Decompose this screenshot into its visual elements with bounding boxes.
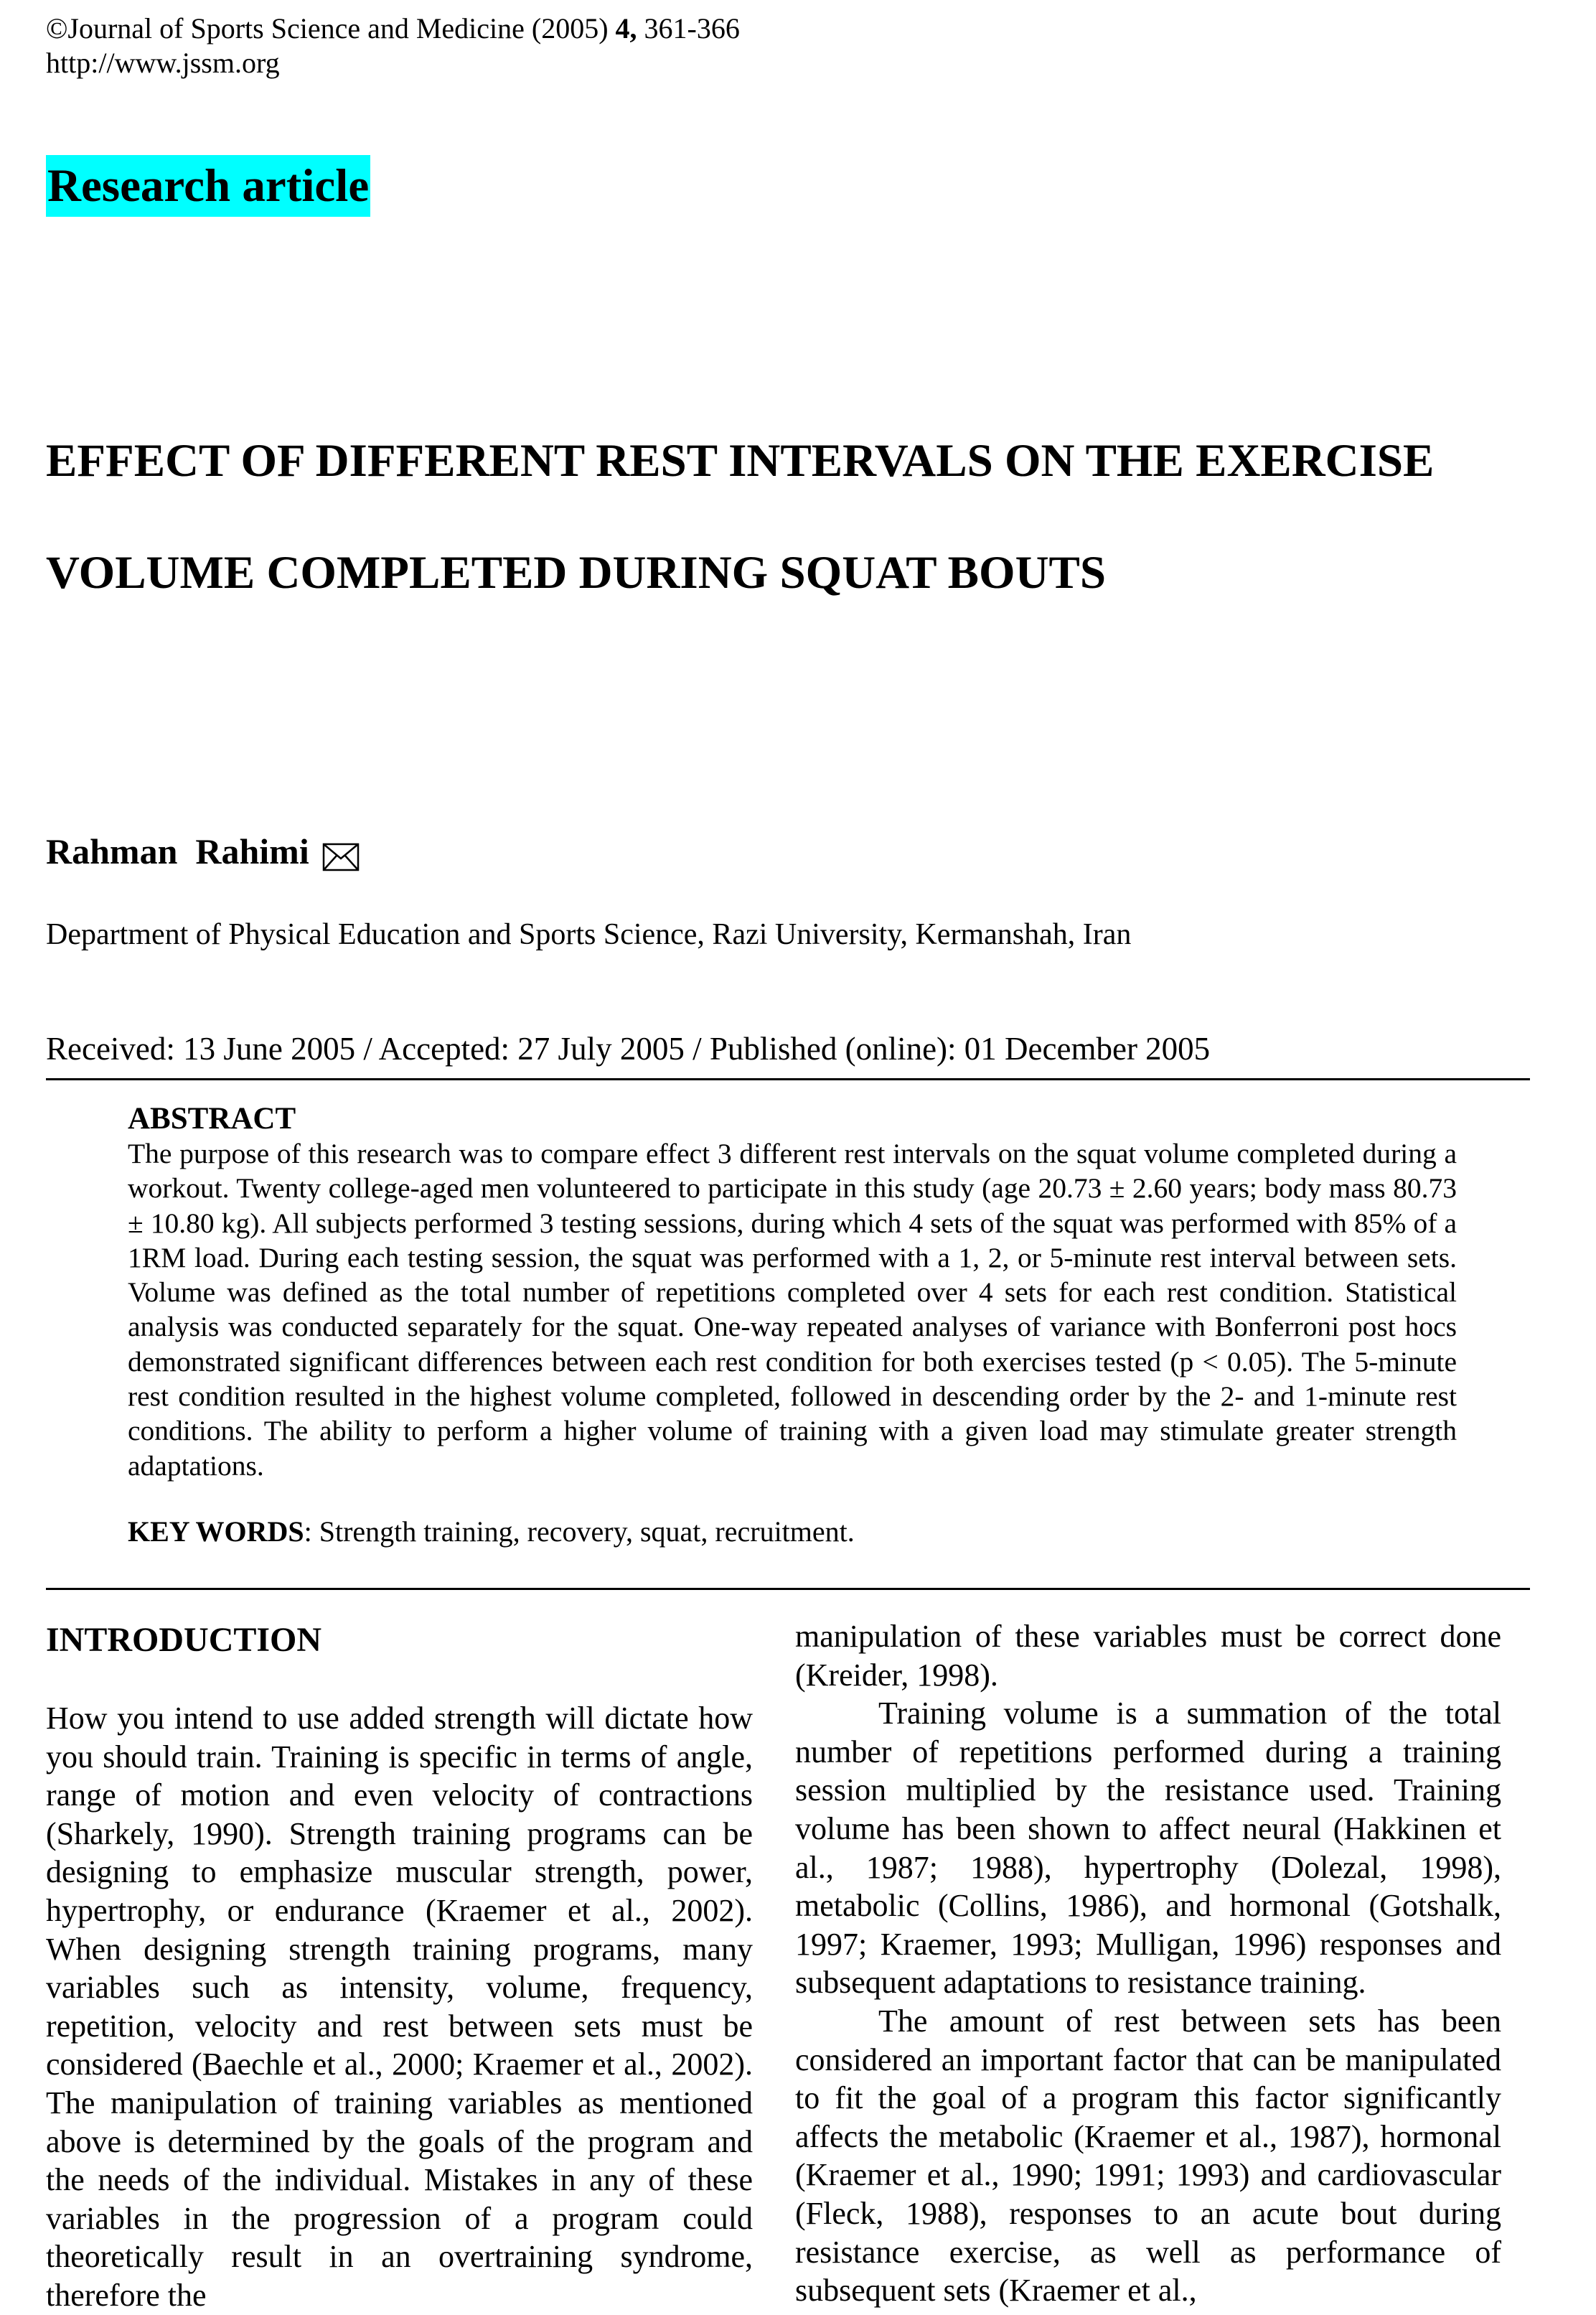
intro-paragraph-2: Training volume is a summation of the total number of repetitions performed during a training session multiplied by the resistance used. Training volume has been shown to affect neural (Hakkinen et al., 1987; 1988), hypertrophy (Dolezal, 1998), metabolic (Collins, 1986), and hormonal (Gotshalk, 1997; Kraemer, 1993; Mulligan, 1996) responses and subsequent adaptations to resistance training.	[795, 1696, 1501, 2001]
intro-right-column	[795, 1617, 1501, 2310]
divider-top	[46, 1078, 1530, 1080]
article-title-line-1: EFFECT OF DIFFERENT REST INTERVALS ON THE EXERCISE	[46, 435, 1435, 487]
article-title-line-2: VOLUME COMPLETED DURING SQUAT BOUTS	[46, 547, 1107, 599]
intro-paragraph-1-continued: manipulation of these variables must be correct done (Kreider, 1998).	[795, 1619, 1501, 1693]
keywords-list: : Strength training, recovery, squat, recruitment.	[304, 1515, 855, 1548]
divider-bottom	[46, 1588, 1530, 1590]
author-affiliation: Department of Physical Education and Sports Science, Razi University, Kermanshah, Iran	[46, 918, 1132, 951]
article-type-badge: Research article	[46, 155, 370, 217]
journal-pages: 361-366	[637, 12, 740, 45]
keywords	[128, 1513, 1457, 1551]
journal-citation-prefix: ©Journal of Sports Science and Medicine (2005)	[46, 12, 616, 45]
journal-citation	[46, 11, 740, 46]
intro-paragraph-1: How you intend to use added strength will dictate how you should train. Training is specific in terms of angle, range of motion and even velocity of contractions (Sharkely, 1990). Strength training programs can be designing to emphasize muscular strength, power, hypertrophy, or endurance (Kraemer et al., 2002). When designing strength training programs, many variables such as intensity, volume, frequency, repetition, velocity and rest between sets must be considered (Baechle et al., 2000; Kraemer et al., 2002). The manipulation of training variables as mentioned above is determined by the goals of the program and the needs of the individual. Mistakes in any of these variables in the progression of a program could theoretically result in an overtraining syndrome, therefore the	[46, 1701, 753, 2313]
journal-url[interactable]: http://www.jssm.org	[46, 47, 280, 79]
envelope-icon[interactable]	[322, 837, 360, 866]
publication-dates: Received: 13 June 2005 / Accepted: 27 July 2005 / Published (online): 01 December 2005	[46, 1031, 1211, 1067]
abstract-heading: ABSTRACT	[128, 1102, 296, 1136]
author-name: Rahman Rahimi	[46, 831, 309, 871]
intro-left-column	[46, 1699, 753, 2315]
keywords-label: KEY WORDS	[128, 1515, 304, 1548]
author	[46, 829, 360, 874]
section-heading-introduction: INTRODUCTION	[46, 1621, 322, 1659]
intro-paragraph-3: The amount of rest between sets has been considered an important factor that can be manipulated to fit the goal of a program this factor significantly affects the metabolic (Kraemer et al., 1987), hormonal (Kraemer et al., 1990; 1991; 1993) and cardiovascular (Fleck, 1988), responses to an acute bout during resistance exercise, as well as performance of subsequent sets (Kraemer et al.,	[795, 2003, 1501, 2309]
journal-volume: 4,	[615, 12, 637, 45]
abstract-text: The purpose of this research was to compare effect 3 different rest intervals on the squat volume completed during a workout. Twenty college-aged men volunteered to participate in this study (age 20.73 ± 2.60 years; body mass 80.73 ± 10.80 kg). All subjects performed 3 testing sessions, during which 4 sets of the squat was performed with 85% of a 1RM load. During each testing session, the squat was performed with a 1, 2, or 5-minute rest interval between sets. Volume was defined as the total number of repetitions completed over 4 sets for each rest condition. Statistical analysis was conducted separately for the squat. One-way repeated analyses of variance with Bonferroni post hocs demonstrated significant differences between each rest condition for both exercises tested (p < 0.05). The 5-minute rest condition resulted in the highest volume completed, followed in descending order by the 2- and 1-minute rest conditions. The ability to perform a higher volume of training with a given load may stimulate greater strength adaptations.	[128, 1138, 1457, 1482]
